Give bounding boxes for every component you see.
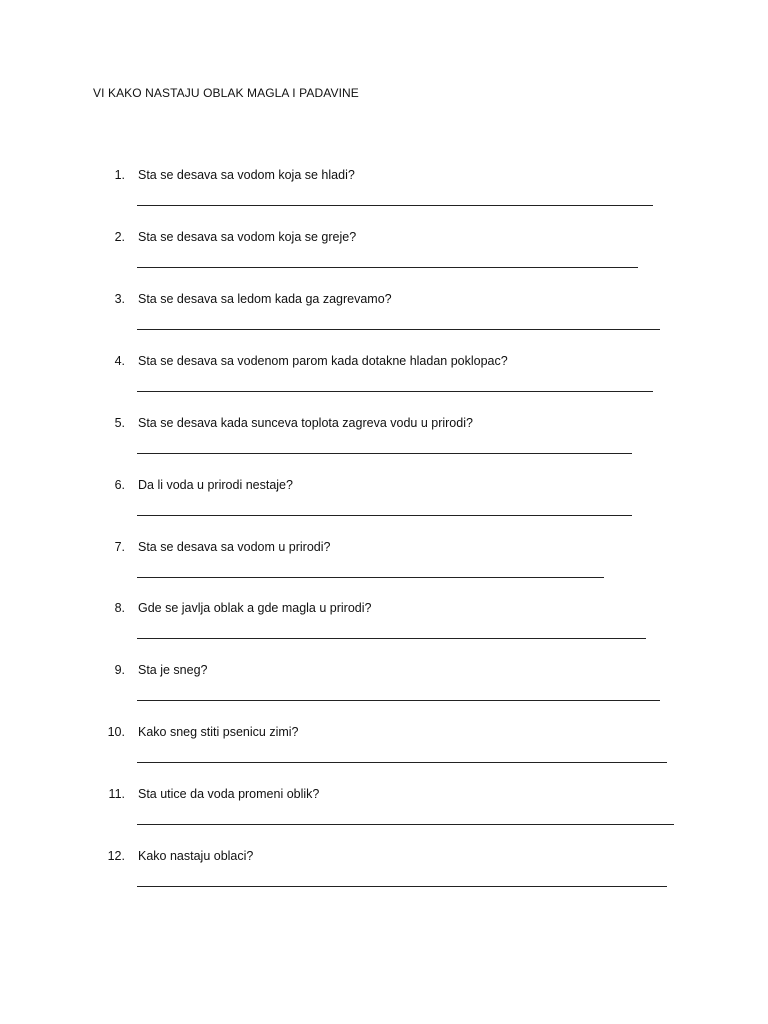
question-item — [0, 230, 768, 280]
question-number: 2. — [114, 230, 125, 244]
question-number: 8. — [114, 601, 125, 615]
question-text: Sta se desava sa vodom u prirodi? — [138, 540, 331, 554]
question-item — [0, 354, 768, 404]
question-text: Da li voda u prirodi nestaje? — [138, 478, 293, 492]
question-item — [0, 787, 768, 837]
question-number: 4. — [114, 354, 125, 368]
question-number: 6. — [114, 478, 125, 492]
answer-line[interactable] — [137, 515, 632, 516]
question-number: 9. — [114, 663, 125, 677]
question-text: Sta je sneg? — [138, 663, 208, 677]
answer-line[interactable] — [137, 267, 638, 268]
answer-line[interactable] — [137, 577, 604, 578]
answer-line[interactable] — [137, 205, 653, 206]
question-text: Sta se desava sa ledom kada ga zagrevamo? — [138, 292, 392, 306]
question-item — [0, 849, 768, 899]
question-text: Gde se javlja oblak a gde magla u prirodi? — [138, 601, 372, 615]
question-item — [0, 416, 768, 466]
answer-line[interactable] — [137, 762, 667, 763]
question-item — [0, 168, 768, 218]
question-number: 12. — [107, 849, 125, 863]
question-text: Sta se desava sa vodom koja se hladi? — [138, 168, 355, 182]
answer-line[interactable] — [137, 453, 632, 454]
question-text: Sta se desava kada sunceva toplota zagreva vodu u prirodi? — [138, 416, 473, 430]
question-text: Sta se desava sa vodenom parom kada dotakne hladan poklopac? — [138, 354, 508, 368]
answer-line[interactable] — [137, 886, 667, 887]
question-text: Sta se desava sa vodom koja se greje? — [138, 230, 357, 244]
question-item — [0, 601, 768, 651]
question-number: 5. — [114, 416, 125, 430]
question-item — [0, 663, 768, 713]
question-item — [0, 725, 768, 775]
question-item — [0, 478, 768, 528]
question-item — [0, 540, 768, 590]
answer-line[interactable] — [137, 329, 660, 330]
answer-line[interactable] — [137, 824, 674, 825]
question-number: 11. — [108, 787, 125, 801]
question-text: Sta utice da voda promeni oblik? — [138, 787, 320, 801]
question-text: Kako nastaju oblaci? — [138, 849, 254, 863]
answer-line[interactable] — [137, 700, 660, 701]
question-item — [0, 292, 768, 342]
question-number: 3. — [114, 292, 125, 306]
question-number: 7. — [114, 540, 125, 554]
answer-line[interactable] — [137, 638, 646, 639]
question-number: 10. — [107, 725, 125, 739]
question-text: Kako sneg stiti psenicu zimi? — [138, 725, 299, 739]
answer-line[interactable] — [137, 391, 653, 392]
question-number: 1. — [114, 168, 125, 182]
worksheet-title: VI KAKO NASTAJU OBLAK MAGLA I PADAVINE — [93, 86, 359, 100]
